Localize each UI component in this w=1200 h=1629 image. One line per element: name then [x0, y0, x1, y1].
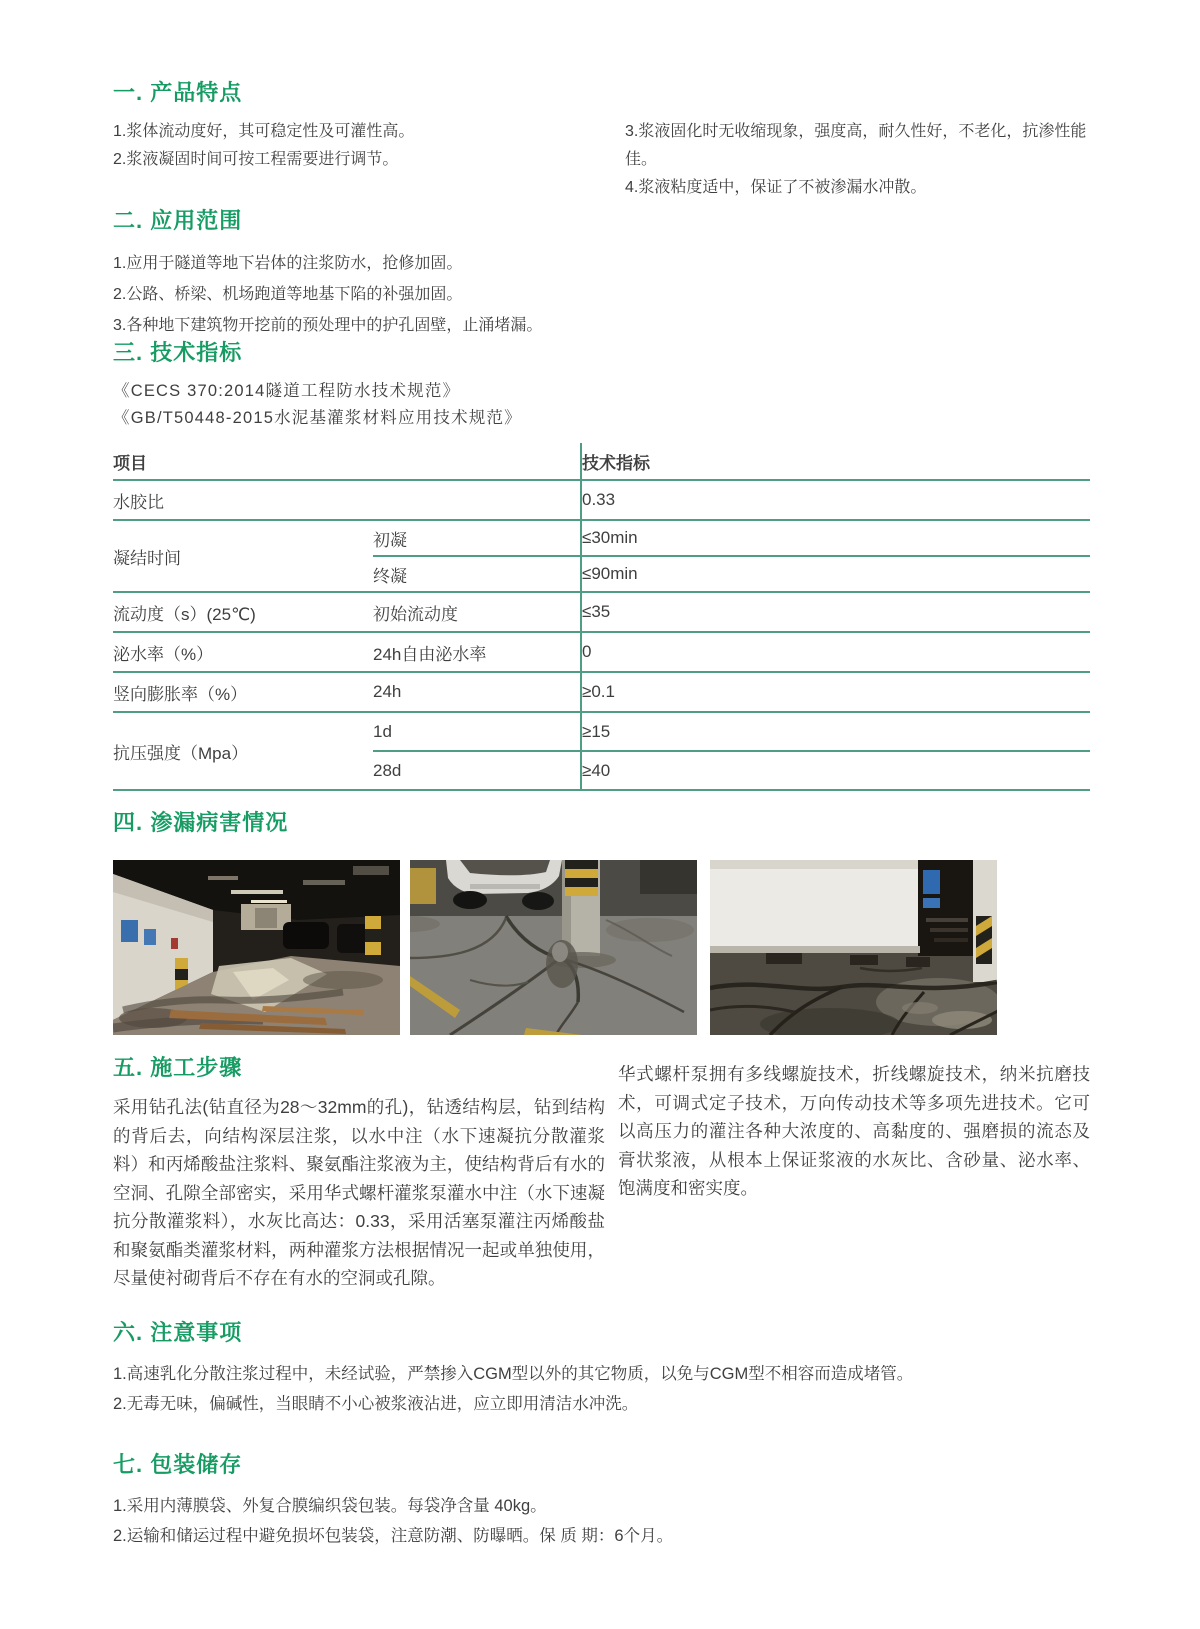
section-application-scope: [113, 208, 1090, 341]
leakage-photo-row: [113, 860, 1090, 1035]
feature-item: 2.浆液凝固时间可按工程需要进行调节。: [113, 151, 399, 168]
spec-table: [113, 443, 1090, 791]
packaging-item: 2.运输和储运过程中避免损坏包装袋，注意防潮、防曝晒。保 质 期：6个月。: [113, 1527, 674, 1545]
section-packaging-storage: [113, 1452, 1090, 1551]
section-construction-steps: [113, 1055, 1090, 1293]
packaging-list: [113, 1491, 1090, 1551]
product-features-right-column: [625, 118, 1090, 202]
section-precautions: [113, 1320, 1090, 1419]
table-cell: 泌水率（%）: [113, 632, 373, 672]
feature-item: 3.浆液固化时无收缩现象，强度高，耐久性好，不老化，抗渗性能佳。: [625, 123, 1087, 168]
feature-item: 1.浆体流动度好，其可稳定性及可灌性高。: [113, 123, 415, 140]
table-cell: 抗压强度（Mpa）: [113, 712, 373, 790]
construction-steps-columns: [113, 1055, 1090, 1293]
product-features-columns: [113, 118, 1090, 202]
hazard-stripe-column: [365, 916, 381, 968]
table-cell: ≥0.1: [581, 672, 1090, 712]
section-title-application-scope: 二. 应用范围: [113, 208, 243, 233]
table-row-compressive-1d: [113, 712, 1090, 751]
table-cell: 流动度（s）(25℃): [113, 592, 373, 632]
table-cell: ≤30min: [581, 520, 1090, 556]
table-cell: 竖向膨胀率（%）: [113, 672, 373, 712]
construction-steps-left-column: [113, 1055, 605, 1293]
table-header-item: 项目: [113, 443, 581, 480]
construction-steps-right-column: [618, 1055, 1090, 1293]
table-cell: 0: [581, 632, 1090, 672]
product-features-left-column: [113, 118, 618, 202]
leakage-photo-cracked-floor: [410, 860, 697, 1035]
table-header-spec: 技术指标: [581, 443, 1090, 480]
garage-corridor-image: [113, 860, 400, 1035]
precaution-item: 2.无毒无味，偏碱性，当眼睛不小心被浆液沾进，应立即用清洁水冲洗。: [113, 1395, 639, 1413]
precaution-item: 1.高速乳化分散注浆过程中，未经试验，严禁掺入CGM型以外的其它物质，以免与CGM型不相容而造成堵管。: [113, 1365, 914, 1383]
section-title-packaging-storage: 七. 包装储存: [113, 1452, 243, 1477]
table-cell: ≥15: [581, 712, 1090, 751]
cracked-floor-image: [410, 860, 697, 1035]
table-row-bleeding-rate: [113, 632, 1090, 672]
table-cell: 1d: [373, 712, 581, 751]
section-technical-specs: [113, 340, 1090, 432]
table-row-fluidity: [113, 592, 1090, 632]
section-title-leakage-conditions: 四. 渗漏病害情况: [113, 810, 289, 835]
section-title-product-features: 一. 产品特点: [113, 80, 243, 105]
section-leakage-conditions: [113, 810, 1090, 836]
leakage-photo-garage-corridor: [113, 860, 400, 1035]
packaging-item: 1.采用内薄膜袋、外复合膜编织袋包装。每袋净含量 40kg。: [113, 1497, 547, 1515]
table-cell: 水胶比: [113, 480, 373, 520]
table-cell: 初凝: [373, 520, 581, 556]
leakage-photo-wall-corner: [710, 860, 997, 1035]
table-cell: 0.33: [581, 480, 1090, 520]
table-cell: ≤35: [581, 592, 1090, 632]
application-scope-list: [113, 248, 1090, 341]
screw-pump-paragraph: 华式螺杆泵拥有多线螺旋技术，折线螺旋技术，纳米抗磨技术，可调式定子技术，万向传动技术等多项先进技术。它可以高压力的灌注各种大浓度的、高黏度的、强磨损的流态及膏状浆液，从根本上保证浆液的水灰比、含砂量、泌水率、饱满度和密实度。: [618, 1064, 1090, 1198]
standard-reference: 《CECS 370:2014隧道工程防水技术规范》: [113, 382, 461, 400]
application-item: 2.公路、桥梁、机场跑道等地基下陷的补强加固。: [113, 286, 463, 303]
table-row-setting-time-initial: [113, 520, 1090, 556]
standards-list: [113, 378, 1090, 432]
table-header-row: [113, 443, 1090, 480]
application-item: 3.各种地下建筑物开挖前的预处理中的护孔固壁，止涌堵漏。: [113, 317, 543, 334]
table-cell: 24h: [373, 672, 581, 712]
table-cell: [373, 480, 581, 520]
table-cell: ≥40: [581, 751, 1090, 790]
spec-table-wrapper: [113, 443, 1090, 791]
application-item: 1.应用于隧道等地下岩体的注浆防水，抢修加固。: [113, 255, 463, 272]
table-cell: 凝结时间: [113, 520, 373, 592]
table-cell: 初始流动度: [373, 592, 581, 632]
section-title-technical-specs: 三. 技术指标: [113, 340, 243, 365]
construction-steps-paragraph: 采用钻孔法(钻直径为28～32mm的孔)，钻透结构层，钻到结构的背后去，向结构深层注浆，以水中注（水下速凝抗分散灌浆料）和丙烯酸盐注浆料、聚氨酯注浆液为主，使结构背后有水的空洞、孔隙全部密实，采用华式螺杆灌浆泵灌水中注（水下速凝抗分散灌浆料），水灰比高达：0.33，采用活塞泵灌注丙烯酸盐和聚氨酯类灌浆材料，两种灌浆方法根据情况一起或单独使用，尽量使衬砌背后不存在有水的空洞或孔隙。: [113, 1097, 605, 1288]
table-row-vertical-expansion: [113, 672, 1090, 712]
table-cell: 24h自由泌水率: [373, 632, 581, 672]
standard-reference: 《GB/T50448-2015水泥基灌浆材料应用技术规范》: [113, 409, 522, 427]
section-product-features: [113, 80, 1090, 202]
table-cell: 终凝: [373, 556, 581, 592]
table-row-water-binder-ratio: [113, 480, 1090, 520]
feature-item: 4.浆液粘度适中，保证了不被渗漏水冲散。: [625, 179, 927, 196]
table-cell: 28d: [373, 751, 581, 790]
precaution-list: [113, 1359, 1090, 1419]
wall-corner-image: [710, 860, 997, 1035]
hazard-stripe-column: [976, 916, 992, 964]
section-title-construction-steps: 五. 施工步骤: [113, 1055, 243, 1080]
section-title-precautions: 六. 注意事项: [113, 1320, 243, 1345]
table-cell: ≤90min: [581, 556, 1090, 592]
